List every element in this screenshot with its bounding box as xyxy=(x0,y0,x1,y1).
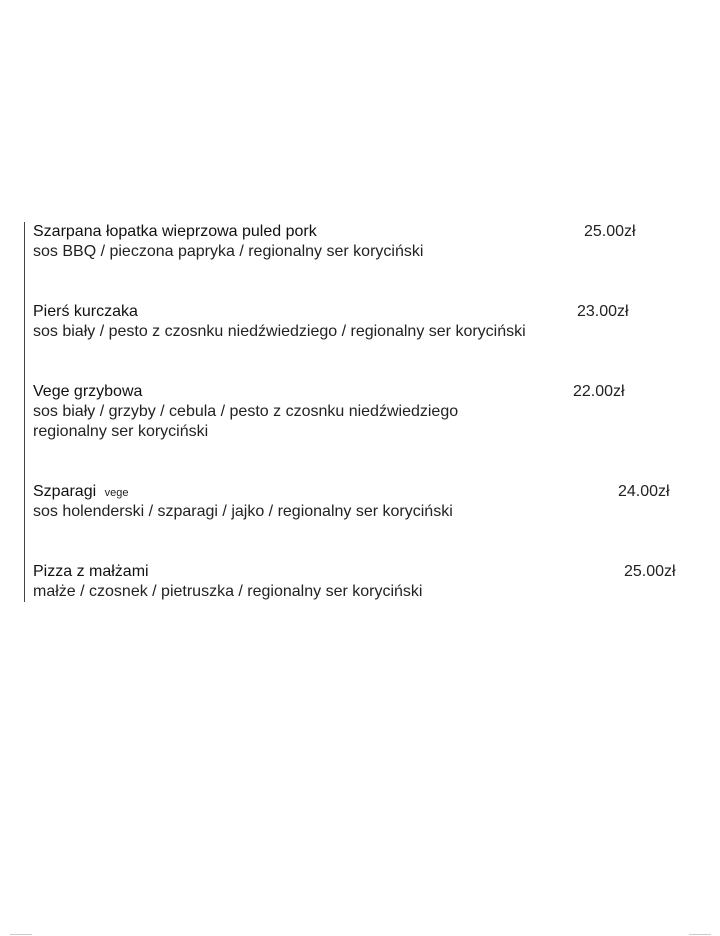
item-price: 23.00zł xyxy=(577,303,629,320)
item-name-text: Vege grzybowa xyxy=(33,383,143,400)
item-description-line: sos biały / grzyby / cebula / pesto z czosnku niedźwiedziego xyxy=(33,403,459,420)
item-price: 22.00zł xyxy=(573,383,625,400)
item-description-line: małże / czosnek / pietruszka / regionalny ser koryciński xyxy=(33,583,423,600)
item-tag: vege xyxy=(104,487,129,499)
item-name xyxy=(33,222,317,242)
item-name-text: Szarpana łopatka wieprzowa puled pork xyxy=(33,223,317,240)
item-name-text: Pierś kurczaka xyxy=(33,303,138,320)
item-name xyxy=(33,382,142,402)
item-name xyxy=(33,562,149,582)
item-description-line: sos BBQ / pieczona papryka / regionalny ser koryciński xyxy=(33,243,424,260)
item-price: 25.00zł xyxy=(584,223,636,240)
item-description xyxy=(33,402,458,442)
item-name-text: Pizza z małżami xyxy=(33,563,149,580)
item-description xyxy=(33,502,453,522)
item-name xyxy=(33,482,128,503)
item-name-text: Szparagi xyxy=(33,483,97,500)
item-name xyxy=(33,302,138,322)
item-description xyxy=(33,242,423,262)
page-corner-mark-right xyxy=(689,934,711,935)
item-description-line: sos biały / pesto z czosnku niedźwiedziego / regionalny ser koryciński xyxy=(33,323,526,340)
item-price: 25.00zł xyxy=(624,563,676,580)
item-description xyxy=(33,582,422,602)
item-description-line: sos holenderski / szparagi / jajko / regionalny ser koryciński xyxy=(33,503,453,520)
item-description xyxy=(33,322,526,342)
item-price: 24.00zł xyxy=(618,483,670,500)
item-description-line: regionalny ser koryciński xyxy=(33,423,209,440)
page-corner-mark-left xyxy=(10,934,32,935)
menu-section xyxy=(24,222,705,602)
